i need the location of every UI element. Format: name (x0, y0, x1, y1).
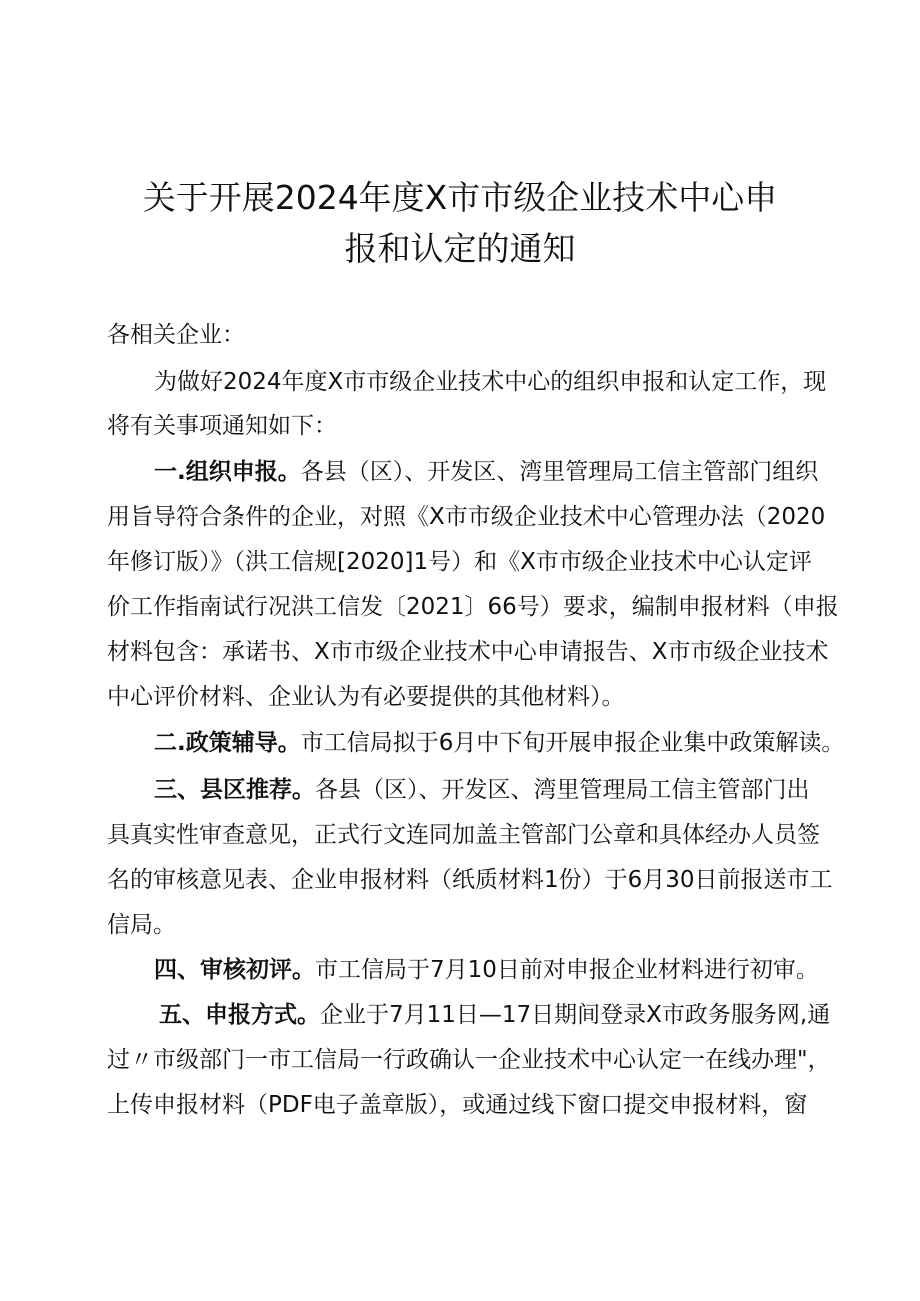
section-1-text: 各县（区）、开发区、湾里管理局工信主管部门组织 (300, 459, 819, 485)
section-2-text: 市工信局拟于6月中下旬开展申报企业集中政策解读。 (300, 730, 845, 756)
section-3-line-4: 信局。 (107, 912, 176, 938)
section-4-first-line (154, 955, 819, 985)
section-1-line-2: 用旨导符合条件的企业，对照《X市市级企业技术中心管理办法（2020 (107, 504, 826, 530)
salutation: 各相关企业： (107, 322, 245, 348)
intro-line-1: 为做好2024年度X市市级企业技术中心的组织申报和认定工作，现 (154, 369, 827, 395)
section-1-first-line (154, 457, 818, 487)
section-5-heading: 五、申报方式。 (159, 1002, 320, 1028)
section-3-line-2: 具真实性审查意见，正式行文连同加盖主管部门公章和具体经办人员签 (107, 822, 820, 848)
section-5-line-2: 过〃市级部门一市工信局一行政确认一企业技术中心认定一在线办理"， (107, 1047, 831, 1073)
section-2-heading: 二.政策辅导。 (154, 730, 301, 756)
section-1-line-6: 中心评价材料、企业认为有必要提供的其他材料）。 (107, 684, 625, 710)
section-5-line-3: 上传申报材料（PDF电子盖章版），或通过线下窗口提交申报材料，窗 (107, 1092, 808, 1118)
section-3-line-3: 名的审核意见表、企业申报材料（纸质材料1份）于6月30日前报送市工 (107, 867, 833, 893)
document-title-line-1: 关于开展2024年度X市市级企业技术中心申 (142, 178, 778, 217)
section-1-heading: 一.组织申报。 (154, 459, 301, 485)
section-4-text: 市工信局于7月10日前对申报企业材料进行初审。 (315, 957, 819, 983)
section-5-text: 企业于7月11日—17日期间登录X市政务服务网,通 (320, 1002, 831, 1028)
section-2-first-line (154, 728, 844, 758)
section-1-line-4: 价工作指南试行况洪工信发〔2021〕66号）要求，编制申报材料（申报 (107, 594, 839, 620)
intro-line-2: 将有关事项通知如下： (107, 413, 337, 439)
section-5-first-line (159, 1000, 830, 1030)
document-title-line-2: 报和认定的通知 (344, 229, 576, 268)
section-3-first-line (154, 775, 810, 805)
section-3-text: 各县（区）、开发区、湾里管理局工信主管部门出 (315, 777, 810, 803)
section-4-heading: 四、审核初评。 (154, 957, 315, 983)
section-1-line-3: 年修订版）》（洪工信规[2020]1号）和《X市市级企业技术中心认定评 (107, 549, 812, 575)
section-3-heading: 三、县区推荐。 (154, 777, 315, 803)
section-1-line-5: 材料包含：承诺书、X市市级企业技术中心申请报告、X市市级企业技术 (107, 639, 829, 665)
